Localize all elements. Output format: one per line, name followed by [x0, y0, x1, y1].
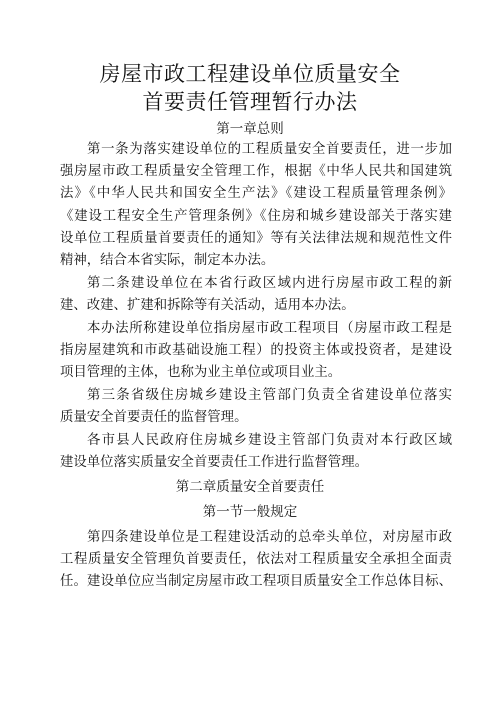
- document-title-line-2: 首要责任管理暂行办法: [142, 90, 358, 114]
- article-2-paragraph: [60, 273, 452, 317]
- article-3-paragraph: [60, 385, 452, 429]
- document-title-line-1: 房屋市政工程建设单位质量安全: [99, 62, 401, 86]
- paragraph-line: 项目管理的主体，也称为业主单位或项目业主。: [60, 365, 342, 381]
- paragraph-line: 《建设工程安全生产管理条例》《住房和城乡建设部关于落实建: [60, 208, 452, 224]
- paragraph-line: 建、改建、扩建和拆除等有关活动，适用本办法。: [60, 298, 355, 314]
- paragraph-line: 本办法所称建设单位指房屋市政工程项目（房屋市政工程是: [87, 321, 452, 336]
- paragraph-line: 精神，结合本省实际，制定本办法。: [60, 253, 275, 269]
- paragraph-line: 各市县人民政府住房城乡建设主管部门负责对本行政区域: [87, 433, 452, 448]
- paragraph-line: 第二条建设单位在本省行政区域内进行房屋市政工程的新: [87, 276, 452, 291]
- paragraph-line: 质量安全首要责任的监督管理。: [60, 410, 248, 426]
- paragraph-line: 设单位工程质量首要责任的通知》等有关法律法规和规范性文件: [60, 230, 452, 246]
- paragraph-line: 第一条为落实建设单位的工程质量安全首要责任，进一步加: [87, 142, 452, 157]
- paragraph-line: 第四条建设单位是工程建设活动的总牵头单位，对房屋市政: [87, 530, 452, 545]
- paragraph-line: 任。建设单位应当制定房屋市政工程项目质量安全工作总体目标、: [60, 574, 452, 590]
- paragraph-line: 强房屋市政工程质量安全管理工作，根据《中华人民共和国建筑: [60, 164, 452, 180]
- paragraph-line: 第三条省级住房城乡建设主管部门负责全省建设单位落实: [87, 388, 452, 403]
- paragraph-line: 工程质量安全管理负首要责任，依法对工程质量安全承担全面责: [60, 552, 452, 568]
- paragraph-line: 法》《中华人民共和国安全生产法》《建设工程质量管理条例》: [60, 186, 452, 202]
- article-4-paragraph: [60, 527, 452, 594]
- chapter-1-heading: 第一章总则: [216, 121, 284, 137]
- section-1-heading: 第一节一般规定: [202, 504, 298, 520]
- article-2-supplement-paragraph: [60, 318, 452, 385]
- article-1-paragraph: [60, 139, 452, 272]
- chapter-2-heading: 第二章质量安全首要责任: [175, 479, 325, 495]
- paragraph-line: 指房屋建筑和市政基础设施工程）的投资主体或投资者，是建设: [60, 343, 452, 359]
- paragraph-line: 建设单位落实质量安全首要责任工作进行监督管理。: [60, 455, 368, 471]
- article-3-supplement-paragraph: [60, 430, 452, 474]
